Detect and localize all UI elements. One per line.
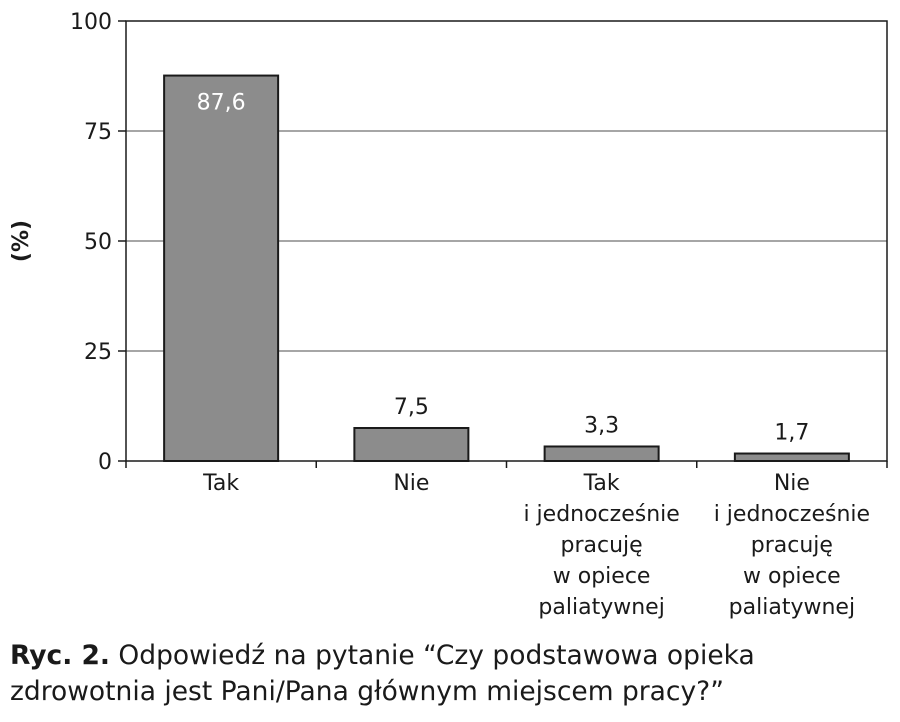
x-category-label: Tak (203, 471, 240, 496)
bar (164, 76, 278, 461)
bar (735, 454, 849, 461)
x-category-label: Tak i jednocześnie pracuję w opiece paliatywnej (523, 471, 680, 620)
y-tick-label: 0 (98, 450, 112, 475)
y-tick-label: 100 (70, 10, 112, 35)
data-label: 1,7 (774, 420, 810, 446)
bar (545, 446, 659, 461)
data-label: 87,6 (196, 90, 246, 116)
caption-lead: Ryc. 2. (10, 640, 110, 671)
x-category-label: Nie (393, 471, 430, 496)
bars (164, 76, 849, 461)
data-label: 7,5 (393, 395, 429, 420)
data-labels (197, 91, 810, 446)
y-axis-label: (%) (9, 219, 34, 263)
caption-text: Odpowiedź na pytanie “Czy podstawowa opieka zdrowotnia jest Pani/Pana głównym miejscem pracy?” (10, 640, 755, 707)
y-tick-labels (70, 10, 112, 475)
y-tick-label: 75 (84, 120, 112, 145)
x-category-labels (202, 471, 870, 620)
y-tick-label: 25 (84, 340, 112, 365)
x-category-label: Nie i jednocześnie pracuję w opiece paliatywnej (713, 471, 871, 620)
bar (354, 428, 468, 461)
figure-caption (10, 638, 894, 710)
y-tick-label: 50 (84, 230, 112, 255)
data-label: 3,3 (584, 413, 620, 439)
